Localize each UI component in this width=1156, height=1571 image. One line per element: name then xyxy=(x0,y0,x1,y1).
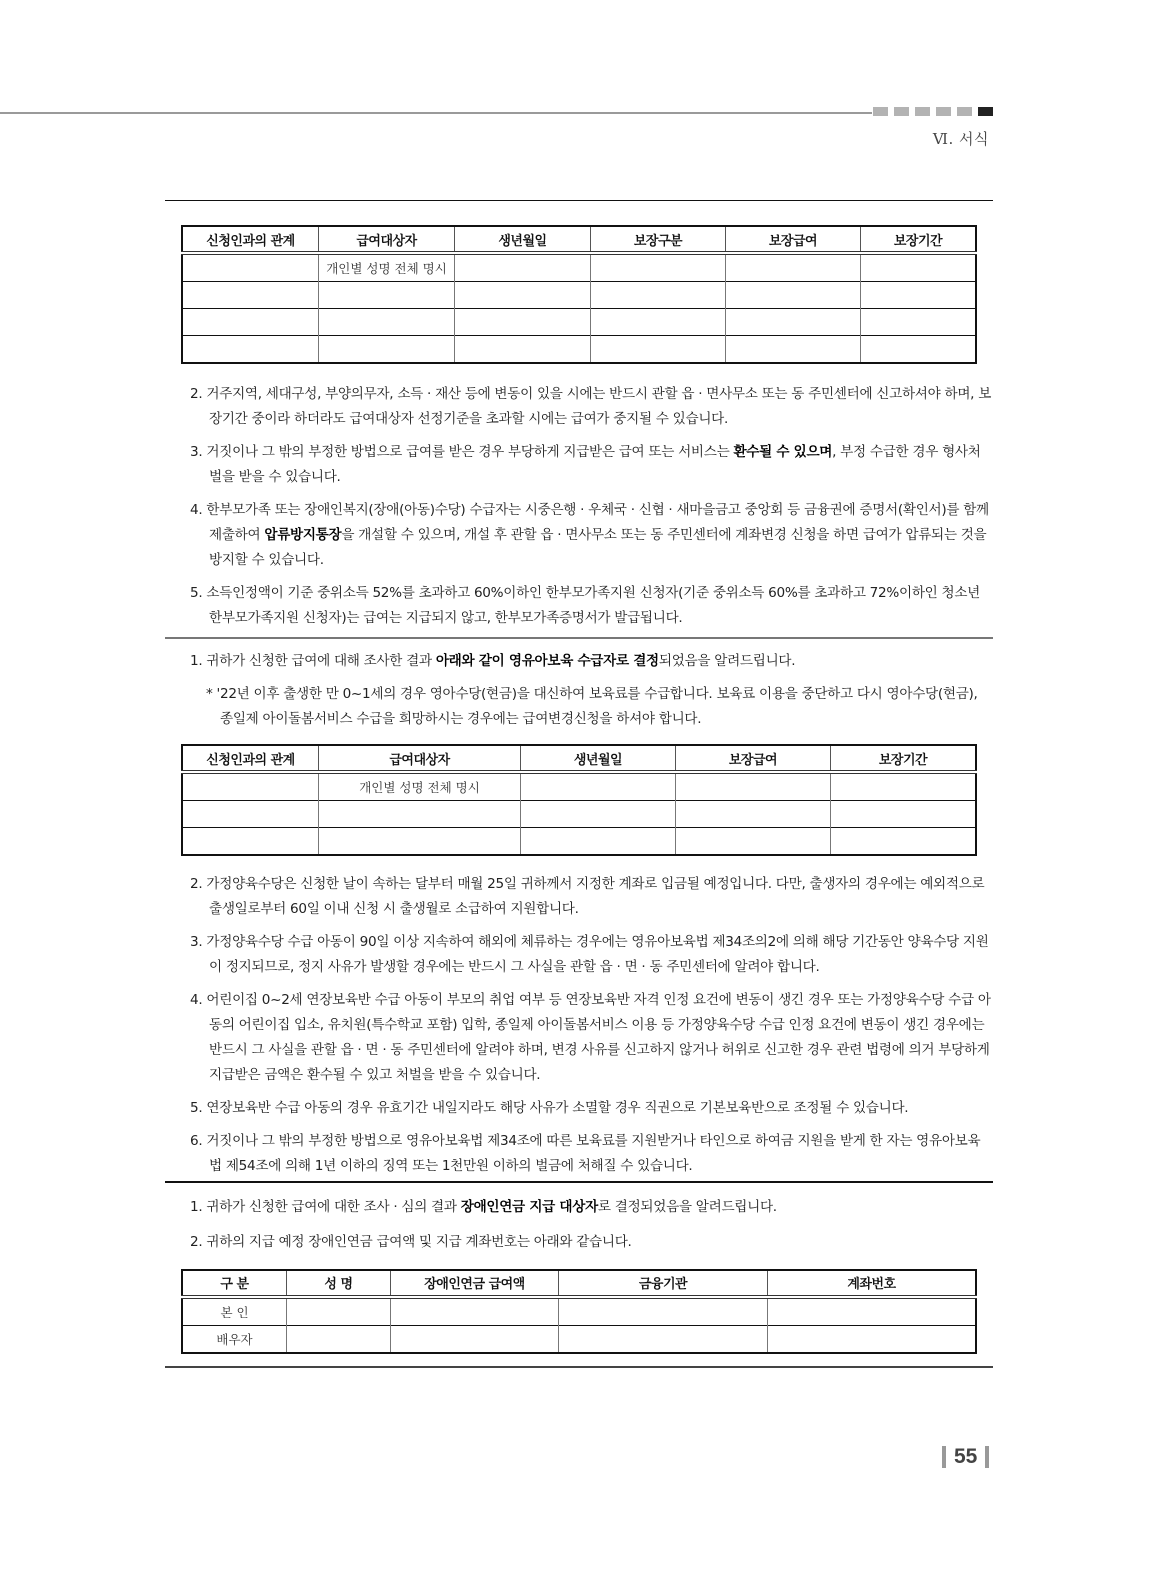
item-text: 귀하가 신청한 급여에 대해 조사한 결과 xyxy=(206,653,436,669)
item-number: 4. xyxy=(190,992,203,1008)
notice-list-2 xyxy=(165,649,993,732)
item-number: 1. xyxy=(190,653,203,669)
section-divider xyxy=(165,1366,993,1368)
table-row xyxy=(182,828,976,856)
table-cell[interactable]: 개인별 성명 전체 명시 xyxy=(319,253,455,282)
table-cell[interactable] xyxy=(455,336,591,364)
column-header: 신청인과의 관계 xyxy=(182,745,319,772)
column-header: 성 명 xyxy=(287,1270,391,1297)
item-text: 로 결정되었음을 알려드립니다. xyxy=(597,1198,777,1215)
table-cell[interactable] xyxy=(319,828,521,856)
table-cell[interactable] xyxy=(521,772,676,801)
column-header: 급여대상자 xyxy=(319,745,521,772)
item-number: 5. xyxy=(190,585,203,601)
table-row xyxy=(182,1297,976,1326)
item-text: 가정양육수당 수급 아동이 90일 이상 지속하여 해외에 체류하는 경우에는 영유아보육법 제34조의2에 의해 해당 기간동안 양육수당 지원이 정지되므로, 정지 사유가 발생할 경우에는 반드시 그 사실을 관할 읍 · 면 · 동 주민센터에 알려야 합니다. xyxy=(206,934,989,975)
page-number xyxy=(942,1445,989,1469)
section-divider xyxy=(165,1181,993,1183)
item-number: 2. xyxy=(190,876,203,892)
footnote xyxy=(185,682,993,732)
notice-item xyxy=(178,1129,993,1179)
header-square xyxy=(873,107,888,116)
table-cell[interactable] xyxy=(455,309,591,336)
table-row xyxy=(182,336,976,364)
item-number: 2. xyxy=(190,1233,203,1250)
column-header: 계좌번호 xyxy=(768,1270,977,1297)
notice-item xyxy=(178,1230,993,1255)
column-header: 장애인연금 급여액 xyxy=(391,1270,559,1297)
table-cell[interactable] xyxy=(182,336,319,364)
table-row xyxy=(182,1325,976,1353)
notice-item xyxy=(178,382,993,432)
table-header-row xyxy=(182,1270,976,1297)
page-number-bar xyxy=(942,1446,946,1468)
column-header: 생년월일 xyxy=(455,226,591,253)
table-cell[interactable] xyxy=(861,253,977,282)
table-cell[interactable] xyxy=(676,772,831,801)
column-header: 보장급여 xyxy=(726,226,861,253)
item-emphasis: 장애인연금 지급 대상자 xyxy=(460,1198,598,1215)
table-cell[interactable] xyxy=(391,1325,559,1353)
header-square xyxy=(936,107,951,116)
table-row xyxy=(182,772,976,801)
chapter-title: Ⅵ. 서식 xyxy=(932,130,989,148)
table-cell[interactable] xyxy=(559,1325,768,1353)
notice-item xyxy=(178,1096,993,1121)
table-cell[interactable] xyxy=(455,282,591,309)
item-number: 3. xyxy=(190,934,203,950)
table-cell[interactable] xyxy=(831,801,977,828)
table-cell[interactable] xyxy=(768,1297,977,1326)
item-text: 거짓이나 그 밖의 부정한 방법으로 급여를 받은 경우 부당하게 지급받은 급여 또는 서비스는 xyxy=(206,444,734,460)
item-number: 1. xyxy=(190,1198,203,1215)
item-text: 연장보육반 수급 아동의 경우 유효기간 내일지라도 해당 사유가 소멸할 경우 직권으로 기본보육반으로 조정될 수 있습니다. xyxy=(206,1100,909,1116)
header-squares xyxy=(873,107,993,116)
header-square-active xyxy=(978,107,993,116)
item-number: 5. xyxy=(190,1100,203,1116)
pension-table xyxy=(181,1269,977,1354)
table-cell[interactable] xyxy=(319,309,455,336)
table-row xyxy=(182,253,976,282)
table-cell[interactable] xyxy=(726,336,861,364)
table-cell[interactable] xyxy=(319,801,521,828)
column-header: 보장급여 xyxy=(676,745,831,772)
footnote-mark: * xyxy=(206,686,213,702)
table-cell[interactable] xyxy=(861,336,977,364)
table-cell[interactable] xyxy=(182,828,319,856)
item-emphasis: 압류방지통장 xyxy=(264,527,342,543)
notice-list-1 xyxy=(165,382,993,631)
page-number-text: 55 xyxy=(954,1445,978,1468)
section-divider xyxy=(165,200,993,201)
section-divider xyxy=(165,637,993,639)
row-label: 배우자 xyxy=(182,1325,287,1353)
table-cell[interactable] xyxy=(521,828,676,856)
table-cell[interactable] xyxy=(726,309,861,336)
table-cell[interactable] xyxy=(591,282,726,309)
notice-item xyxy=(178,988,993,1088)
notice-item xyxy=(178,498,993,573)
benefit-table-2 xyxy=(181,744,977,856)
item-text: 을 개설할 수 있으며, 개설 후 관할 읍 · 면사무소 또는 동 주민센터에 계좌변경 신청을 하면 급여가 압류되는 것을 방지할 수 있습니다. xyxy=(209,527,987,568)
header-square xyxy=(894,107,909,116)
table-cell[interactable] xyxy=(559,1297,768,1326)
table-header-row xyxy=(182,226,976,253)
notice-item xyxy=(178,872,993,922)
table-cell[interactable] xyxy=(182,772,319,801)
column-header: 급여대상자 xyxy=(319,226,455,253)
item-text: 거주지역, 세대구성, 부양의무자, 소득 · 재산 등에 변동이 있을 시에는 반드시 관할 읍 · 면사무소 또는 동 주민센터에 신고하셔야 하며, 보장기간 중이라 하더라도 급여대상자 선정기준을 초과할 시에는 급여가 중지될 수 있습니다. xyxy=(206,386,992,427)
table-cell[interactable] xyxy=(726,282,861,309)
item-text: 귀하가 신청한 급여에 대한 조사 · 심의 결과 xyxy=(206,1198,461,1215)
item-number: 2. xyxy=(190,386,203,402)
notice-list-3 xyxy=(165,872,993,1179)
footnote-text: '22년 이후 출생한 만 0~1세의 경우 영아수당(현금)을 대신하여 보육료를 수급합니다. 보육료 이용을 중단하고 다시 영아수당(현금), 종일제 아이돌봄서비스 수급을 희망하시는 경우에는 급여변경신청을 하셔야 합니다. xyxy=(216,686,978,727)
header-square xyxy=(915,107,930,116)
item-number: 6. xyxy=(190,1133,203,1149)
header-square xyxy=(957,107,972,116)
table-header-row xyxy=(182,745,976,772)
table-row xyxy=(182,309,976,336)
column-header: 신청인과의 관계 xyxy=(182,226,319,253)
item-text: 어린이집 0~2세 연장보육반 수급 아동이 부모의 취업 여부 등 연장보육반 자격 인정 요건에 변동이 생긴 경우 또는 가정양육수당 수급 아동의 어린이집 입소, 유치원(특수학교 포함) 입학, 종일제 아이돌봄서비스 이용 등 가정양육수당 수급 인정 요건에 변동이 생긴 경우에는 반드시 그 사실을 관할 읍 · 면 · 동 주민센터에 알려야 하며, 변경 사유를 신고하지 않거나 허위로 신고한 경우 관련 법령에 의거 부당하게 지급받은 금액은 환수될 수 있고 처벌을 받을 수 있습니다. xyxy=(206,992,991,1083)
item-text: 귀하의 지급 예정 장애인연금 급여액 및 지급 계좌번호는 아래와 같습니다. xyxy=(206,1233,632,1250)
table-cell[interactable] xyxy=(287,1297,391,1326)
table-cell[interactable] xyxy=(861,309,977,336)
table-cell[interactable] xyxy=(831,828,977,856)
table-cell[interactable] xyxy=(521,801,676,828)
table-cell[interactable] xyxy=(287,1325,391,1353)
table-cell[interactable] xyxy=(182,282,319,309)
table-cell[interactable] xyxy=(319,282,455,309)
column-header: 보장기간 xyxy=(831,745,977,772)
column-header: 보장구분 xyxy=(591,226,726,253)
header-rule xyxy=(0,112,872,114)
table-cell[interactable] xyxy=(182,801,319,828)
item-emphasis: 환수될 수 있으며 xyxy=(733,444,833,460)
table-cell[interactable] xyxy=(182,309,319,336)
item-number: 4. xyxy=(190,502,203,518)
item-text: 거짓이나 그 밖의 부정한 방법으로 영유아보육법 제34조에 따른 보육료를 지원받거나 타인으로 하여금 지원을 받게 한 자는 영유아보육법 제54조에 의해 1년 이하의 징역 또는 1천만원 이하의 벌금에 처해질 수 있습니다. xyxy=(206,1133,981,1174)
table-cell[interactable] xyxy=(591,309,726,336)
notice-list-4 xyxy=(165,1195,993,1255)
column-header: 금융기관 xyxy=(559,1270,768,1297)
column-header: 구 분 xyxy=(182,1270,287,1297)
page-number-bar xyxy=(985,1446,989,1468)
table-row xyxy=(182,801,976,828)
notice-item xyxy=(178,1195,993,1220)
item-text: 한부모가족 또는 장애인복지(장애(아동)수당) 수급자는 시중은행 · 우체국 · 신협 · 새마을금고 중앙회 등 금융권에 증명서(확인서)를 함께 제출하여 xyxy=(206,502,989,543)
table-cell[interactable] xyxy=(591,336,726,364)
table-cell[interactable] xyxy=(726,253,861,282)
table-cell[interactable] xyxy=(831,772,977,801)
table-cell[interactable] xyxy=(391,1297,559,1326)
notice-item xyxy=(178,649,993,674)
table-cell[interactable] xyxy=(676,828,831,856)
notice-item xyxy=(178,581,993,631)
table-cell[interactable]: 개인별 성명 전체 명시 xyxy=(319,772,521,801)
item-emphasis: 아래와 같이 영유아보육 수급자로 결정 xyxy=(435,653,659,669)
item-text: 되었음을 알려드립니다. xyxy=(658,653,796,669)
notice-item xyxy=(178,440,993,490)
table-row xyxy=(182,282,976,309)
page-content xyxy=(165,200,993,1368)
item-text: 가정양육수당은 신청한 날이 속하는 달부터 매월 25일 귀하께서 지정한 계좌로 입금될 예정입니다. 다만, 출생자의 경우에는 예외적으로 출생일로부터 60일 이내 신청 시 출생월로 소급하여 지원합니다. xyxy=(206,876,985,917)
table-cell[interactable] xyxy=(768,1325,977,1353)
table-cell[interactable] xyxy=(676,801,831,828)
item-text: , 부정 수급한 경우 형사처벌을 받을 수 있습니다. xyxy=(209,444,981,485)
table-cell[interactable] xyxy=(591,253,726,282)
item-text: 소득인정액이 기준 중위소득 52%를 초과하고 60%이하인 한부모가족지원 신청자(기준 중위소득 60%를 초과하고 72%이하인 청소년 한부모가족지원 신청자)는 급여는 지급되지 않고, 한부모가족증명서가 발급됩니다. xyxy=(206,585,980,626)
table-cell[interactable] xyxy=(455,253,591,282)
row-label: 본 인 xyxy=(182,1297,287,1326)
table-cell[interactable] xyxy=(182,253,319,282)
table-cell[interactable] xyxy=(861,282,977,309)
column-header: 생년월일 xyxy=(521,745,676,772)
benefit-table-1 xyxy=(181,225,977,364)
column-header: 보장기간 xyxy=(861,226,977,253)
item-number: 3. xyxy=(190,444,203,460)
notice-item xyxy=(178,930,993,980)
table-cell[interactable] xyxy=(319,336,455,364)
